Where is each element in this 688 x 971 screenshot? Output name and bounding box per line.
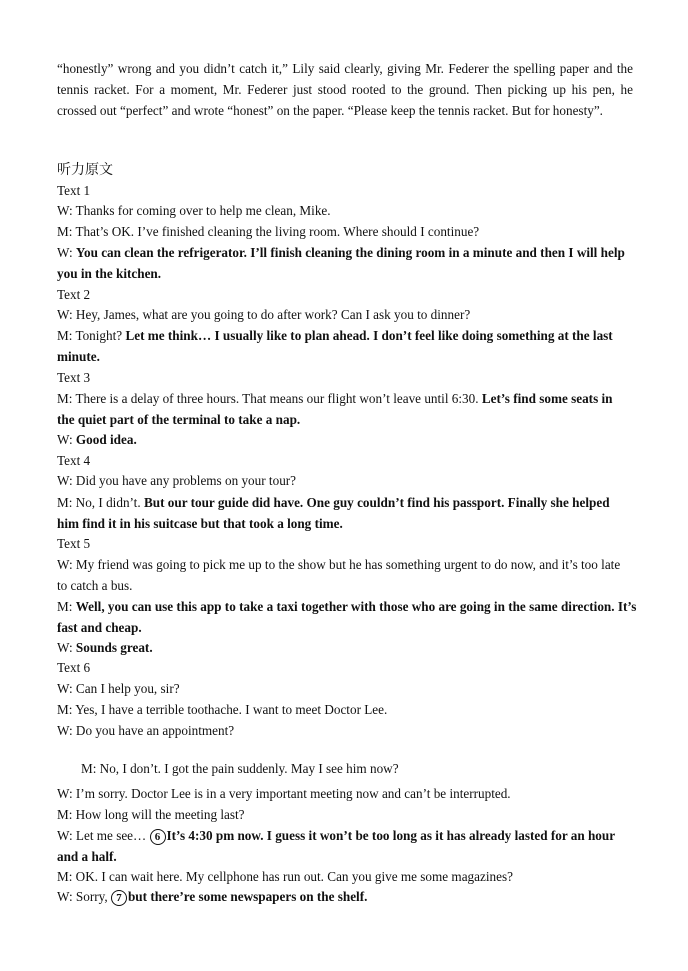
section-heading: 听力原文 (57, 162, 113, 178)
dialogue-line: M: That’s OK. I’ve finished cleaning the living room. Where should I continue? (57, 224, 480, 239)
dialogue-line (57, 430, 637, 450)
speaker-text: W: Sorry, (57, 889, 111, 904)
dialogue-line: W: My friend was going to pick me up to the show but he has something urgent to do now, and it’s too late to catch a bus. (57, 557, 621, 593)
dialogue-line: M: Yes, I have a terrible toothache. I want to meet Doctor Lee. (57, 702, 388, 717)
speaker-text: M: There is a delay of three hours. That means our flight won’t leave until 6:30. (57, 391, 482, 406)
dialogue-line: W: Did you have any problems on your tour? (57, 473, 297, 488)
speaker-label: W: (57, 245, 76, 260)
dialogue-line: M: OK. I can wait here. My cellphone has run out. Can you give me some magazines? (57, 869, 513, 884)
key-sentence: Let me think… I usually like to plan ahead. I don’t feel like doing something at the last minute. (57, 328, 613, 364)
speaker-text: W: Let me see… (57, 828, 150, 843)
text-4-title: Text 4 (57, 453, 91, 468)
dialogue-line (57, 596, 637, 638)
key-sentence: But our tour guide did have. One guy couldn’t find his passport. Finally she helped him find it in his suitcase but that took a long time. (57, 495, 610, 531)
key-sentence: Sounds great. (75, 640, 153, 655)
dialogue-line (57, 887, 637, 907)
speaker-text: M: No, I didn’t. (57, 495, 144, 510)
dialogue-line: W: Do you have an appointment? (57, 723, 235, 738)
dialogue-line (57, 388, 633, 430)
text-5-title: Text 5 (57, 536, 91, 551)
dialogue-line (57, 325, 633, 367)
story-paragraph: “honestly” wrong and you didn’t catch it,” Lily said clearly, giving Mr. Federer the spelling paper and the tennis racket. For a moment, Mr. Federer just stood rooted to the ground. Then picking up his pen, he crossed out “perfect” and wrote “honest” on the paper. “Please keep the tennis racket. But for honesty”. (57, 61, 633, 118)
dialogue-line: M: How long will the meeting last? (57, 807, 245, 822)
question-number-6: 6 (150, 829, 166, 845)
key-sentence: It’s 4:30 pm now. I guess it won’t be too long as it has already lasted for an hour and a half. (57, 828, 615, 864)
key-sentence: Good idea. (75, 432, 137, 447)
dialogue-line (57, 242, 633, 284)
dialogue-line: M: No, I don’t. I got the pain suddenly. May I see him now? (81, 761, 399, 776)
dialogue-line (57, 638, 637, 658)
text-2-title: Text 2 (57, 287, 91, 302)
speaker-text: M: Tonight? (57, 328, 126, 343)
key-sentence: Well, you can use this app to take a taxi together with those who are going in the same direction. It’s fast and cheap. (57, 599, 637, 635)
speaker-label: W: (57, 432, 76, 447)
dialogue-line: W: I’m sorry. Doctor Lee is in a very important meeting now and can’t be interrupted. (57, 786, 511, 801)
dialogue-line (57, 492, 633, 534)
key-sentence: Let’s find some seats in the quiet part of the terminal to take a nap. (57, 391, 613, 427)
speaker-label: W: (57, 640, 76, 655)
dialogue-line: W: Thanks for coming over to help me clean, Mike. (57, 203, 331, 218)
key-sentence: You can clean the refrigerator. I’ll finish cleaning the dining room in a minute and then I will help you in the kitchen. (57, 245, 625, 281)
dialogue-line: W: Hey, James, what are you going to do after work? Can I ask you to dinner? (57, 307, 471, 322)
key-sentence: but there’re some newspapers on the shelf. (127, 889, 368, 904)
speaker-label: M: (57, 599, 76, 614)
dialogue-line (57, 825, 633, 867)
text-1-title: Text 1 (57, 183, 91, 198)
question-number-7: 7 (111, 890, 127, 906)
text-3-title: Text 3 (57, 370, 91, 385)
dialogue-line: W: Can I help you, sir? (57, 681, 180, 696)
text-6-title: Text 6 (57, 660, 91, 675)
